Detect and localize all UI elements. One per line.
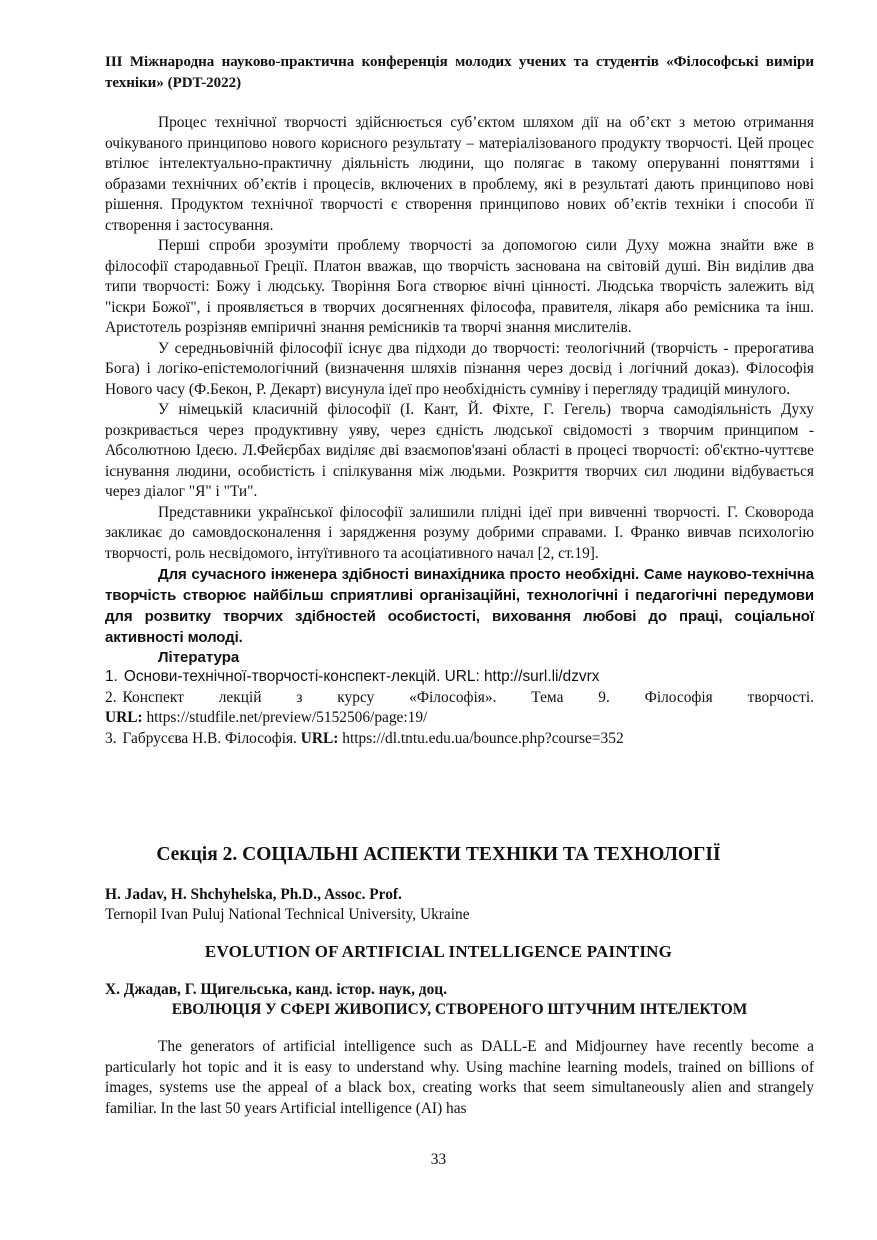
upper-content bbox=[105, 52, 814, 749]
reference-item-continuation: URL: https://studfile.net/preview/5152506/page:19/ bbox=[105, 709, 428, 726]
paragraph: У німецькій класичній філософії (І. Кант, Й. Фіхте, Г. Гегель) творча самодіяльність Духу розкривається через продуктивну уяву, через єдність людської свідомості з творчим принципом - Абсолютною Ідеєю. Л.Фейєрбах виділяє дві взаємопов'язані області в процесі творчості: об'єктно-чуттєве існування людини, особистість і спілкування між людьми. Розкриття творчих сил людини відбувається через діалог "Я" і "Ти". bbox=[105, 401, 814, 500]
reference-text[interactable]: Основи-технічної-творчості-конспект-лекцій. URL: http://surl.li/dzvrx bbox=[123, 668, 600, 685]
affiliation: Ternopil Ivan Puluj National Technical University, Ukraine bbox=[105, 906, 470, 923]
paragraph: The generators of artificial intelligence such as DALL-E and Midjourney have recently become a particularly hot topic and it is easy to understand why. Using machine learning models, trained on billions of images, systems use the appeal of a black box, creating works that seem simultaneously alien and strangely familiar. In the last 50 years Artificial intelligence (AI) has bbox=[105, 1038, 814, 1117]
reference-text: Конспект лекцій з курсу «Філософія». Тема 9. Філософія творчості. bbox=[122, 688, 814, 706]
reference-url[interactable]: https://dl.tntu.edu.ua/bounce.php?course=352 bbox=[342, 729, 624, 747]
running-head: ІІІ Міжнародна науково-практична конференція молодих учених та студентів «Філософські виміри техніки» (PDT-2022) bbox=[105, 54, 814, 91]
reference-item: 1. Основи-технічної-творчості-конспект-лекцій. URL: http://surl.li/dzvrx bbox=[105, 668, 600, 685]
page-number: 33 bbox=[430, 1151, 447, 1168]
reference-url[interactable]: https://studfile.net/preview/5152506/page:19/ bbox=[146, 709, 428, 726]
paragraph: Перші спроби зрозуміти проблему творчості за допомогою сили Духу можна знайти вже в філософії стародавньої Греції. Платон вважав, що творчість заснована на світовій душі. Він виділив два типи творчості: Божу і людську. Творіння Бога створює вічні цінності. Людська творчість залежить від "іскри Божої", і проявляється в творчих досягненнях філософа, правителя, лікаря або ремісника та інш. Аристотель розрізняв емпіричні знання ремісників та творчі знання мислителів. bbox=[105, 237, 814, 336]
article-body bbox=[105, 1037, 814, 1119]
authors-ua: Х. Джадав, Г. Щигельська, канд. істор. наук, доц. bbox=[105, 981, 447, 998]
conclusion-paragraph: Для сучасного інженера здібності винахідника просто необхідні. Саме науково-технічна творчість створює найбільш сприятливі організаційні, технологічні і педагогічні передумови для розвитку творчих здібностей особистості, виховання любові до праці, соціальної активності молоді. bbox=[105, 566, 814, 646]
article-title-ua: ЕВОЛЮЦІЯ У СФЕРІ ЖИВОПИСУ, СТВОРЕНОГО ШТУЧНИМ ІНТЕЛЕКТОМ bbox=[171, 1001, 748, 1018]
article-authors-block bbox=[105, 885, 814, 925]
reference-text: Габрусєва Н.В. Філософія. bbox=[122, 729, 297, 747]
article-title-en: EVOLUTION OF ARTIFICIAL INTELLIGENCE PAINTING bbox=[204, 942, 673, 961]
section-title: Секція 2. СОЦІАЛЬНІ АСПЕКТИ ТЕХНІКИ ТА ТЕХНОЛОГІЇ bbox=[156, 844, 721, 865]
literature-title: Література bbox=[158, 649, 240, 666]
paragraph: Представники української філософії залишили плідні ідеї при вивченні творчості. Г. Сковорода закликає до самовдосконалення і зарядження розуму добрими справами. І. Франко вивчав психологію творчості, роль несвідомого, інтуїтивного та асоціативного начал [2, ст.19]. bbox=[105, 503, 814, 562]
authors-en: H. Jadav, H. Shchyhelska, Ph.D., Assoc. Prof. bbox=[105, 886, 402, 903]
article-authors-ua-block bbox=[105, 980, 814, 1020]
paragraph: Процес технічної творчості здійснюється суб’єктом шляхом дії на об’єкт з метою отримання очікуваного принципово нового корисного результату – матеріалізованого продукту творчості. Цей процес втілює інтелектуально-практичну діяльність людини, що полягає в такому оперуванні поняттями і образами технічних об’єктів і процесів, включених в проблему, які в результаті дають принципово нові рішення. Продуктом технічної творчості є створення принципово нових об’єктів техніки і способи її створення і застосування. bbox=[105, 114, 814, 234]
reference-item: 3. Габрусєва Н.В. Філософія. URL: https://dl.tntu.edu.ua/bounce.php?course=352 bbox=[105, 729, 624, 747]
paragraph: У середньовічній філософії існує два підходи до творчості: теологічний (творчість - прерогатива Бога) і логіко-епістемологічний (визначення шляхів пізнання через досвід і логічний доказ). Філософія Нового часу (Ф.Бекон, Р. Декарт) висунула ідеї про необхідність сумніву і перегляду традицій минулого. bbox=[105, 339, 814, 398]
reference-item: 2. Конспект лекцій з курсу «Філософія». Тема 9. Філософія творчості. bbox=[105, 688, 814, 706]
reference-list bbox=[105, 667, 814, 749]
